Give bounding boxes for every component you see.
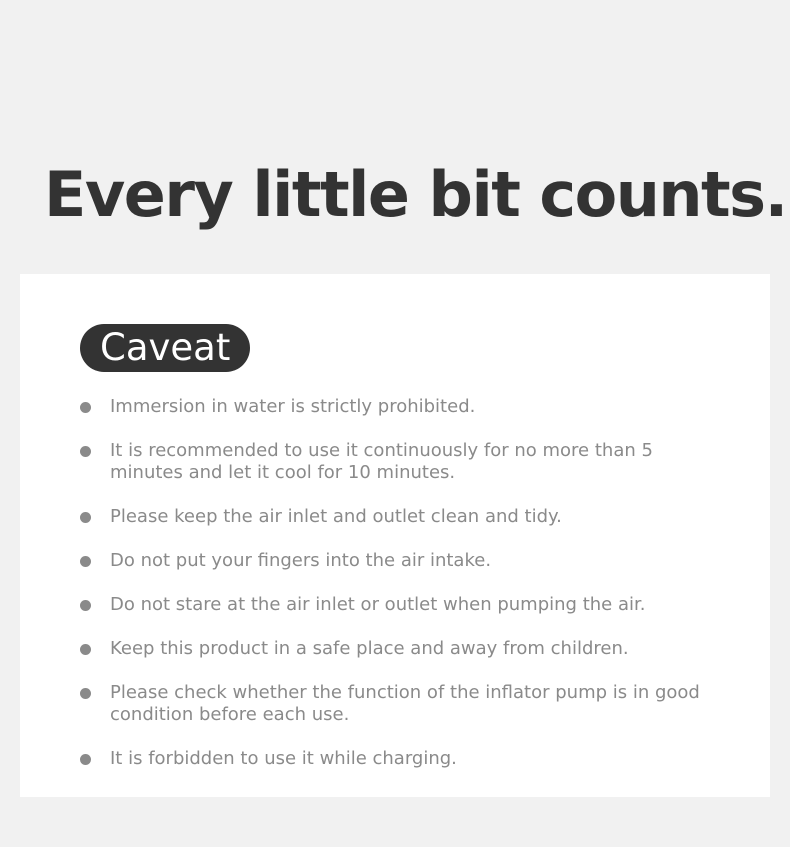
caveat-item: Do not put your fingers into the air intake.: [80, 550, 720, 572]
caveat-item: It is forbidden to use it while charging.: [80, 748, 720, 770]
caveat-item: Please keep the air inlet and outlet clean and tidy.: [80, 506, 720, 528]
caveat-list: [80, 396, 720, 792]
caveat-item: Please check whether the function of the inflator pump is in good condition before each use.: [80, 682, 720, 726]
caveat-badge: Caveat: [80, 324, 250, 372]
caveat-item: Do not stare at the air inlet or outlet when pumping the air.: [80, 594, 720, 616]
caveat-card: [20, 274, 770, 797]
caveat-item: Keep this product in a safe place and away from children.: [80, 638, 720, 660]
caveat-item: Immersion in water is strictly prohibited.: [80, 396, 720, 418]
caveat-item: It is recommended to use it continuously for no more than 5 minutes and let it cool for 10 minutes.: [80, 440, 720, 484]
page-headline: Every little bit counts.: [44, 158, 787, 231]
